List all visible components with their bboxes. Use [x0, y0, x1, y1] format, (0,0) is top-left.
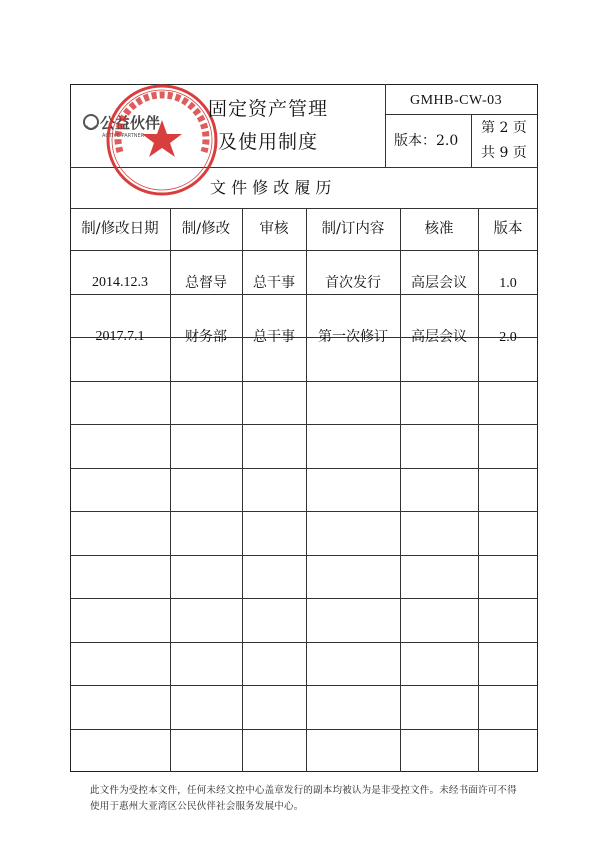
red-seal-stamp [104, 82, 220, 198]
row1-approval: 高层会议 [411, 275, 467, 291]
document-code: GMHB-CW-03 [410, 93, 503, 108]
row1-author: 总督导 [185, 275, 227, 291]
column-header-version: 版本 [493, 221, 523, 237]
footer-notice-line2: 使用于惠州大亚湾区公民伙伴社会服务发展中心。 [90, 801, 304, 812]
row1-review: 总干事 [253, 275, 295, 291]
revision-history-title: 文 件 修 改 履 历 [210, 178, 332, 197]
column-header-content: 制/订内容 [321, 221, 385, 237]
document-title-line2: 及使用制度 [218, 131, 319, 153]
row2-date: 2017.7.1 [95, 329, 145, 344]
column-line-2 [242, 208, 243, 772]
column-header-approval: 核准 [424, 221, 454, 237]
table-row-line [70, 424, 538, 425]
logo-subtext: ACTIVE PARTNER [102, 133, 145, 139]
column-header-date: 制/修改日期 [81, 221, 159, 237]
column-header-review: 审核 [259, 221, 289, 237]
table-row-line [70, 381, 538, 382]
row1-version: 1.0 [499, 276, 517, 291]
row2-author: 财务部 [185, 329, 227, 345]
column-header-author: 制/修改 [181, 221, 231, 237]
column-line-5 [478, 208, 479, 772]
table-row-line [70, 555, 538, 556]
row2-review: 总干事 [253, 329, 295, 345]
row1-content: 首次发行 [325, 275, 381, 291]
logo-text: 公益伙伴 [100, 114, 161, 132]
row2-approval: 高层会议 [411, 329, 467, 345]
page-current: 第 2 页 [481, 120, 527, 136]
table-row-line [70, 729, 538, 730]
row2-content: 第一次修订 [318, 329, 388, 345]
table-row-line [70, 598, 538, 599]
divider-header-vertical-2 [471, 114, 472, 167]
row2-version: 2.0 [499, 330, 517, 345]
table-row-line [70, 511, 538, 512]
divider-columns-bottom [70, 250, 538, 251]
table-row-line [70, 294, 538, 295]
row1-date: 2014.12.3 [92, 275, 148, 290]
document-title-line1: 固定资产管理 [208, 98, 329, 120]
table-row-line [70, 642, 538, 643]
table-row-line [70, 685, 538, 686]
divider-header-vertical-1 [385, 84, 386, 167]
divider-code-line [385, 114, 538, 115]
table-row-line [70, 468, 538, 469]
column-line-1 [170, 208, 171, 772]
version-label: 版本：2.0 [394, 133, 459, 149]
divider-band-bottom [70, 208, 538, 209]
page-total: 共 9 页 [481, 145, 527, 161]
column-line-3 [306, 208, 307, 772]
footer-notice-line1: 此文件为受控本文件，任何未经文控中心盖章发行的副本均被认为是非受控文件。未经书面许可不得 [90, 785, 517, 796]
column-line-4 [400, 208, 401, 772]
